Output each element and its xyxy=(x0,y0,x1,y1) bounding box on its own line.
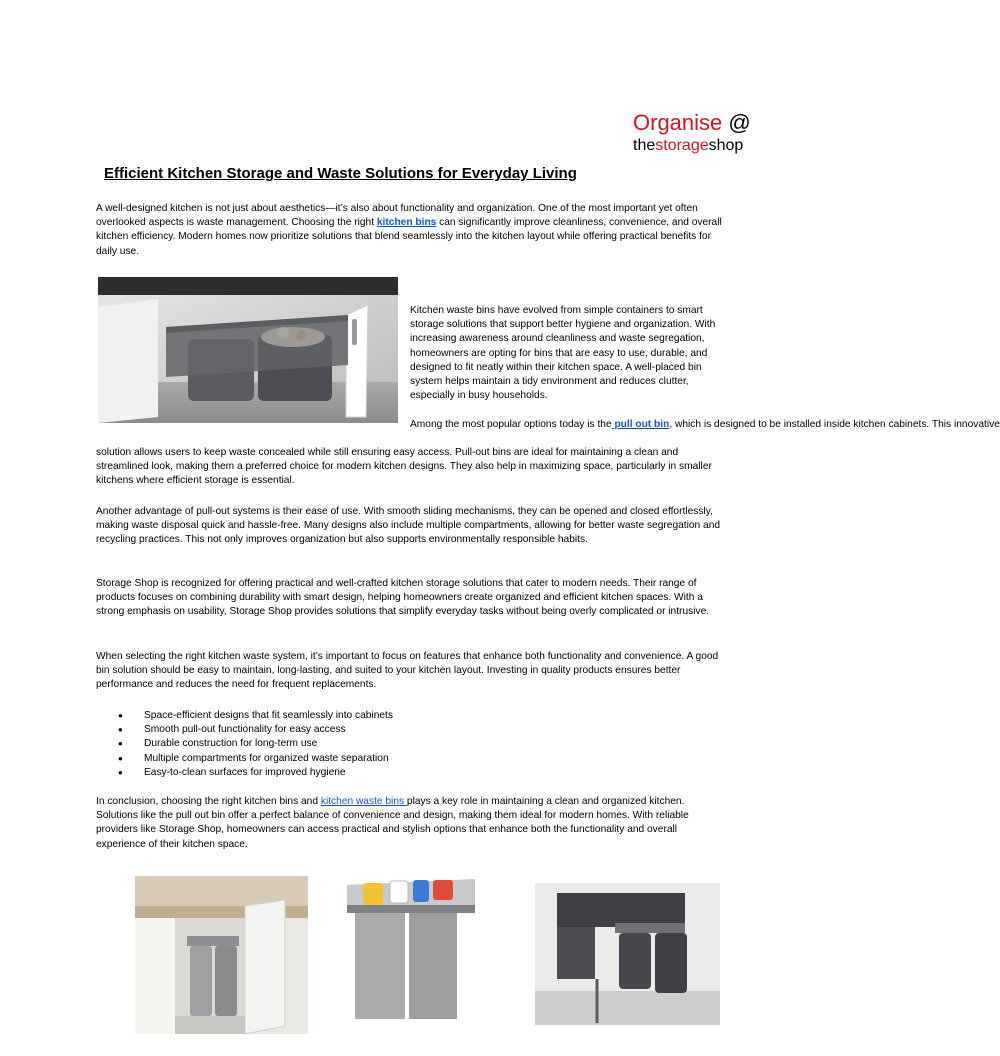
features-list xyxy=(96,709,716,780)
bin-cabinet-photo-2 xyxy=(335,875,482,1021)
intro-text-after: can significantly improve cleanliness, convenience, and overall kitchen efficiency. Modern homes now prioritize solutions that blend seamlessly into the kitchen layout while offering practical benefits for daily use. xyxy=(96,217,722,257)
list-item: ● Easy-to-clean surfaces for improved hygiene xyxy=(96,766,716,780)
logo-top-line xyxy=(633,110,773,136)
kitchen-waste-bins-link[interactable]: kitchen waste bins xyxy=(320,796,407,807)
advantage-paragraph: Another advantage of pull-out systems is their ease of use. With smooth sliding mechanisms, they can be opened and closed effortlessly, making waste disposal quick and hassle-free. Many designs also include multiple compartments, allowing for better waste segregation and recycling practices. This not only improves organization but also supports environmentally responsible habits. xyxy=(96,506,721,546)
kitchen-bins-link[interactable]: kitchen bins xyxy=(376,217,437,229)
logo-bottom-line xyxy=(633,136,773,155)
list-item: ● Durable construction for long-term use xyxy=(96,737,716,751)
storage-shop-paragraph: Storage Shop is recognized for offering practical and well-crafted kitchen storage solutions that cater to modern needs. Their range of products focuses on combining durability with smart design, helping homeowners create organized and efficient kitchen spaces. With a strong emphasis on usability, Storage Shop provides solutions that simplify everyday tasks without being overly complicated or intrusive. xyxy=(96,578,710,618)
logo-brand: Organise xyxy=(633,110,723,135)
bin-cabinet-photo-3 xyxy=(535,883,720,1025)
logo-at: @ xyxy=(728,110,751,135)
list-item: ● Smooth pull-out functionality for easy access xyxy=(96,723,716,737)
page-title: Efficient Kitchen Storage and Waste Solutions for Everyday Living xyxy=(104,165,577,182)
intro-paragraph xyxy=(96,202,724,259)
popular-text-before: Among the most popular options today is the xyxy=(410,419,612,430)
list-item: ● Multiple compartments for organized waste separation xyxy=(96,752,716,766)
popular-text-after: , which is designed to be installed inside kitchen cabinets. This innovative xyxy=(669,419,1000,430)
intro-text-before: A well-designed kitchen is not just about aesthetics—it’s also about functionality and organization. One of the most important yet often overlooked aspects is waste management. Choosing the right xyxy=(96,203,698,229)
popular-option-paragraph: solution allows users to keep waste concealed while still ensuring easy access. Pull-out bins are ideal for maintaining a clean and streamlined look, making them a preferred choice for modern kitchen designs. They also help in maximizing space, particularly in smaller kitchens where efficient storage is essential. xyxy=(96,447,712,487)
logo-storage: storage xyxy=(655,137,709,154)
selection-paragraph: When selecting the right kitchen waste system, it’s important to focus on features that enhance both functionality and convenience. A good bin solution should be easy to maintain, long-lasting, and suited to your kitchen layout. Investing in quality products ensures better performance and reduces the need for frequent replacements. xyxy=(96,651,719,691)
logo-shop: shop xyxy=(708,137,744,154)
pull-out-bin-link[interactable]: pull out bin xyxy=(611,419,670,430)
organise-logo xyxy=(633,110,773,155)
pull-out-bin-drawer-photo xyxy=(98,277,398,423)
conclusion-text-after: plays a key role in maintaining a clean and organized kitchen. Solutions like the pull out bin offer a perfect balance of convenience and design, making them ideal for modern homes. With reliable providers like Storage Shop, homeowners can access practical and stylish options that enhance both the functionality and overall experience of their kitchen space. xyxy=(96,796,689,850)
bin-cabinet-photo-1 xyxy=(135,876,308,1034)
list-item: ● Space-efficient designs that fit seamlessly into cabinets xyxy=(96,709,716,723)
logo-the: the xyxy=(633,137,656,154)
bins-evolved-paragraph: Kitchen waste bins have evolved from simple containers to smart storage solutions that support better hygiene and organization. With increasing awareness around cleanliness and waste segregation, homeowners are opting for bins that are easy to use, durable, and designed to fit neatly within their kitchen space. A well-placed bin system helps maintain a tidy environment and reduces clutter, especially in busy households. xyxy=(410,305,716,402)
conclusion-paragraph xyxy=(96,795,724,852)
popular-option-line xyxy=(410,418,1000,432)
conclusion-text-before: In conclusion, choosing the right kitchen bins and xyxy=(96,796,321,807)
